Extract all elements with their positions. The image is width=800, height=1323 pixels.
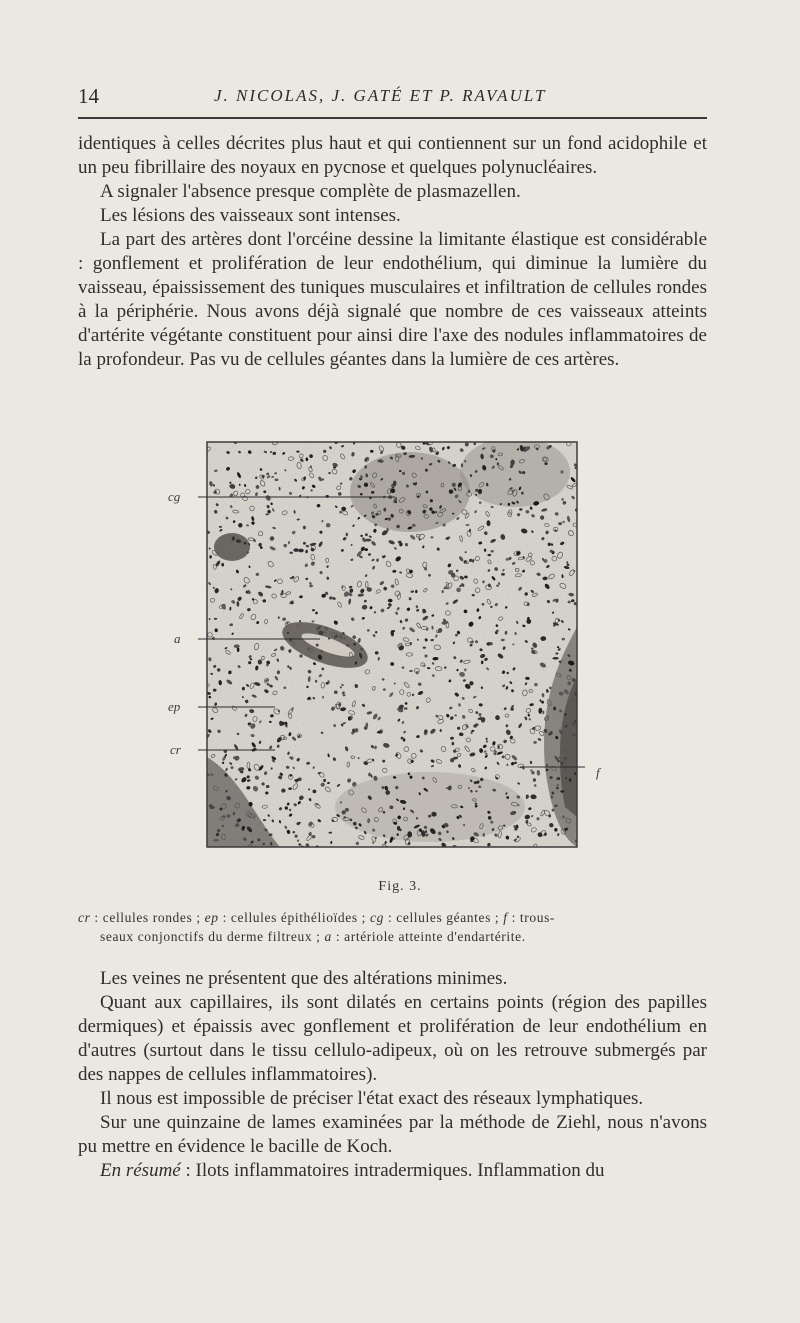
page-number: 14 xyxy=(78,84,99,108)
paragraph: Il nous est impossible de préciser l'état exact des réseaux lymphatiques. xyxy=(100,1088,644,1109)
cell-nucleus xyxy=(267,683,270,685)
cell-nucleus xyxy=(265,513,269,515)
page-header xyxy=(78,84,707,108)
cell-nucleus xyxy=(560,790,564,792)
label-f: f xyxy=(596,765,600,780)
legend-text: : trous- xyxy=(507,910,556,925)
italic-lead: En résumé xyxy=(100,1160,181,1181)
paragraph: Les veines ne présentent que des altérations minimes. xyxy=(100,968,508,989)
paragraph: La part des artères dont l'orcéine dessine la limitante élastique est considérable : gonflement et prolifération de leur endothélium, qui diminue la lumière du vaisseau, épaississement des tuniques musculaires et infiltration de cellules rondes à la périphérie. Nous avons déjà signalé que nombre de ces vaisseaux atteints d'artérite végétante constituent pour ainsi dire l'axe des nodules inflammatoires de la profondeur. Pas vu de cellules géantes dans la lumière de ces artères. xyxy=(78,229,707,370)
paragraph: Les lésions des vaisseaux sont intenses. xyxy=(100,205,401,226)
legend-text: : artériole atteinte d'endartérite. xyxy=(331,929,526,944)
cell-nucleus xyxy=(289,552,293,554)
label-ep: ep xyxy=(168,699,181,714)
paragraph: Quant aux capillaires, ils sont dilatés en certains points (région des papilles dermiques) et épaissis avec gonflement et prolifération de leur endothélium en d'autres (surtout dans le tissu cellulo-adipeux, où on les retrouve submergés par des nappes de cellules inflammatoires). xyxy=(78,992,707,1085)
legend-abbr: cr xyxy=(78,910,91,925)
top-body-text xyxy=(78,132,707,372)
figure-legend xyxy=(78,908,707,946)
label-cr: cr xyxy=(170,742,181,757)
histology-figure xyxy=(160,437,620,857)
legend-text: : cellules rondes ; xyxy=(90,910,205,925)
running-head: J. NICOLAS, J. GATÉ ET P. RAVAULT xyxy=(214,86,547,105)
legend-abbr: f xyxy=(503,910,508,925)
legend-abbr: ep xyxy=(204,910,219,925)
cell-nucleus xyxy=(293,548,298,552)
legend-abbr: a xyxy=(324,929,332,944)
cell-nucleus xyxy=(222,762,224,764)
bottom-body-text xyxy=(78,967,707,1183)
histology-drawing xyxy=(160,437,620,857)
cell-nucleus xyxy=(209,555,211,558)
legend-text: : cellules épithélioïdes ; xyxy=(218,910,371,925)
legend-text: : cellules géantes ; xyxy=(383,910,504,925)
legend-line-2 xyxy=(78,927,707,946)
cell-nucleus xyxy=(440,729,442,732)
figure-caption: Fig. 3. xyxy=(378,879,422,894)
paragraph: A signaler l'absence presque complète de plasmazellen. xyxy=(100,181,521,202)
cell-nucleus xyxy=(289,756,292,758)
cell-nucleus xyxy=(405,702,408,705)
cell-nucleus xyxy=(348,716,351,720)
label-a: a xyxy=(174,631,181,646)
label-cg: cg xyxy=(168,489,181,504)
paragraph-last-line xyxy=(78,1159,707,1183)
paragraph: identiques à celles décrites plus haut et qui contiennent sur un fond acidophile et un peu fibrillaire des noyaux en pycnose et quelques polynucléaires. xyxy=(78,133,707,178)
header-rule xyxy=(78,117,707,119)
cell-nucleus xyxy=(475,790,477,792)
cell-nucleus xyxy=(329,596,332,599)
legend-abbr: cg xyxy=(370,910,384,925)
paragraph-text: : Ilots inflammatoires intradermiques. Inflammation du xyxy=(180,1160,605,1181)
legend-text: seaux conjonctifs du derme filtreux ; xyxy=(100,929,325,944)
cell-nucleus xyxy=(551,795,553,798)
paragraph: Sur une quinzaine de lames examinées par la méthode de Ziehl, nous n'avons pu mettre en évidence le bacille de Koch. xyxy=(78,1112,707,1157)
